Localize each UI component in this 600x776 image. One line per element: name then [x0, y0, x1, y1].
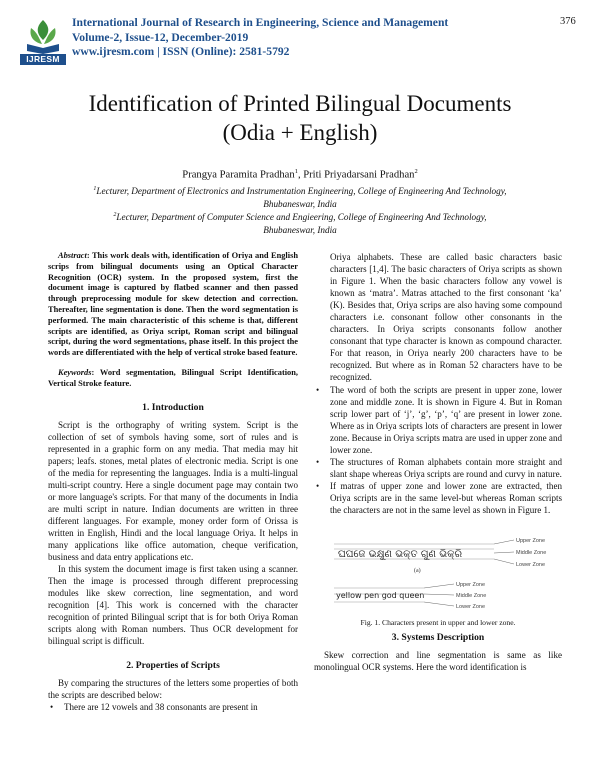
roman-sample-text: yellow pen god queen	[336, 591, 425, 601]
paper-title	[0, 89, 600, 147]
author-2: Priti Priyadarsani Pradhan	[303, 169, 415, 181]
affil-2-line-1: Lecturer, Department of Computer Science and Engieering, College of Engineering And Technology,	[116, 212, 487, 223]
bullet-1-continued: Oriya alphabets. These are called basic characters basic characters [1,4]. The basic characters of Oriya scripts as shown in Figure 1. When the basic characters follow any vowel is known as ‘matra’. Matras attached to the first consonant ‘ka’ (K). Besides that, Oriya scrips are also having some compound characters i.e. consonant follow other consonants in the characters. In Oriya scripts consonants follow another consonant that type character is known as compound character. For that reason, in Oriya nearly 200 characters have to be recognized. But where as in Roman 52 characters have to be recognized.	[330, 252, 562, 383]
affil-1-sup: 1	[93, 186, 97, 192]
bullet-3: • The structures of Roman alphabets contain more straight and slant shape whereas Oriya scripts are round and curvy in nature.	[330, 456, 562, 480]
journal-info	[72, 16, 522, 60]
logo-text: IJRESM	[20, 54, 66, 65]
journal-name: International Journal of Research in Engineering, Science and Management	[72, 16, 449, 29]
page-number: 376	[560, 16, 576, 27]
right-column	[314, 251, 562, 673]
oriya-lower-zone-label: Lower Zone	[516, 562, 546, 569]
properties-bullets-left	[48, 701, 298, 713]
intro-paragraph-1: Script is the orthography of writing system. Script is the collection of set of symbols having some, sort of rules and is represented in a graphic form on any media. That media may hit papers; leafs. stones, metal plates of electronic media. Script is one of the media for representing the languages. India is a multi-lingual multi-script country. Here a single document page may contain two or more language's scripts. For that many of the documents in India are multi script in nature. Indian documents are written in three different languages. For example, money order form of Orissa is written in English, Hindi and the local language Oriya. It helps in many applications like office automation, cheque verification, business and data entry applications etc.	[48, 419, 298, 563]
left-column	[48, 251, 298, 713]
affiliation-2	[40, 209, 560, 236]
abstract-label: Abstract	[58, 251, 87, 260]
keywords	[48, 368, 298, 390]
title-line-1: Identification of Printed Bilingual Documents	[88, 91, 512, 116]
journal-header	[20, 14, 580, 66]
figure-1-caption: Fig. 1. Characters present in upper and lower zone.	[360, 618, 516, 628]
abstract	[48, 251, 298, 359]
bullet-4: • If matras of upper zone and lower zone are extracted, then Oriya scripts are in the same level-but whereas Roman scripts the characters are not in the same level as shown in Figure 1.	[330, 480, 562, 516]
affil-1-line-2: Bhubaneswar, India	[263, 198, 337, 209]
roman-upper-zone-label: Upper Zone	[456, 582, 486, 589]
journal-web-issn: www.ijresm.com | ISSN (Online): 2581-5792	[72, 45, 290, 58]
properties-bullets-right	[314, 384, 562, 517]
properties-heading: 2. Properties of Scripts	[126, 659, 220, 671]
bullet-2: • The word of both the scripts are present in upper zone, lower zone and middle zone. It is shown in Figure 4. But in Roman scrip lower part of ‘j’, ‘g’, ‘p’, ‘q’ are present in lower zone. Where as in Oriya scripts lots of characters are present in lower zone. Because in Oriya scripts matra are used in upper zone and lower zone.	[330, 384, 562, 456]
abstract-text: : This work deals with, identification of Oriya and English scrips from bilingual documents using an Optical Character Recognition (OCR) system. In the proposed system, first the document image is captured by flatbed scanner and then passed through preprocessing module for skew detection and correction. Thereafter, line segmentation is done. Then the word segmentation is performed. The main characteristic of this scheme is that, different scripts are identified, as Oriya script, Roman script and bilingual script, during the word segmentations, phase itself. In this project the words are differentiated with the help of vertical stroke based feature.	[48, 251, 298, 358]
affil-2-sup: 2	[113, 212, 117, 218]
zone-diagram	[314, 530, 562, 614]
properties-paragraph: By comparing the structures of the letters some properties of both the scripts are described below:	[48, 677, 298, 700]
oriya-middle-zone-label: Middle Zone	[516, 550, 547, 557]
bullet-1-start: • There are 12 vowels and 38 consonants are present in	[64, 701, 298, 713]
keywords-text: : Word segmentation, Bilingual Script Identification, Vertical Stroke feature.	[48, 367, 298, 388]
journal-volume: Volume-2, Issue-12, December-2019	[72, 30, 249, 44]
oriya-sample-text: ଘଘଜେ ଭକ୍ଷୁଣ ଭକ୍ତ ଗୁଣ ଭିକ୍ରି	[338, 549, 463, 561]
author-list	[0, 168, 600, 181]
intro-paragraph-2: In this system the document image is first taken using a scanner. Then the image is processed through different preprocessing modules like skew correction, line segmentation, and word recognition [4]. This work is concerned with the character recognition of printed Bilingual script that is for both Oriya Roman scripts along with Roman numbers. Thus OCR development for bilingual script is difficult.	[48, 564, 298, 647]
book-leaf-logo-icon	[23, 16, 63, 54]
systems-heading: 3. Systems Description	[391, 632, 485, 644]
affil-2-line-2: Bhubaneswar, India	[263, 224, 337, 235]
author-1: Prangya Paramita Pradhan	[182, 169, 295, 181]
systems-paragraph: Skew correction and line segmentation is same as like monolingual OCR systems. Here the word identification is	[314, 650, 562, 673]
title-line-2: (Odia + English)	[222, 120, 378, 145]
roman-lower-zone-label: Lower Zone	[456, 604, 486, 611]
author-1-sup: 1	[294, 168, 298, 175]
affil-1-line-1: Lecturer, Department of Electronics and Instrumentation Engineering, College of Engineering And Technology,	[96, 186, 507, 197]
figure-label-a: (a)	[414, 568, 421, 575]
roman-middle-zone-label: Middle Zone	[456, 593, 487, 600]
oriya-upper-zone-label: Upper Zone	[516, 538, 546, 545]
keywords-label: Keywords	[58, 367, 92, 377]
author-2-sup: 2	[414, 168, 418, 175]
figure-1	[314, 530, 562, 626]
author-separator: ,	[297, 169, 304, 181]
journal-logo	[20, 14, 66, 66]
affiliation-1	[40, 183, 560, 210]
intro-heading: 1. Introduction	[142, 401, 204, 413]
